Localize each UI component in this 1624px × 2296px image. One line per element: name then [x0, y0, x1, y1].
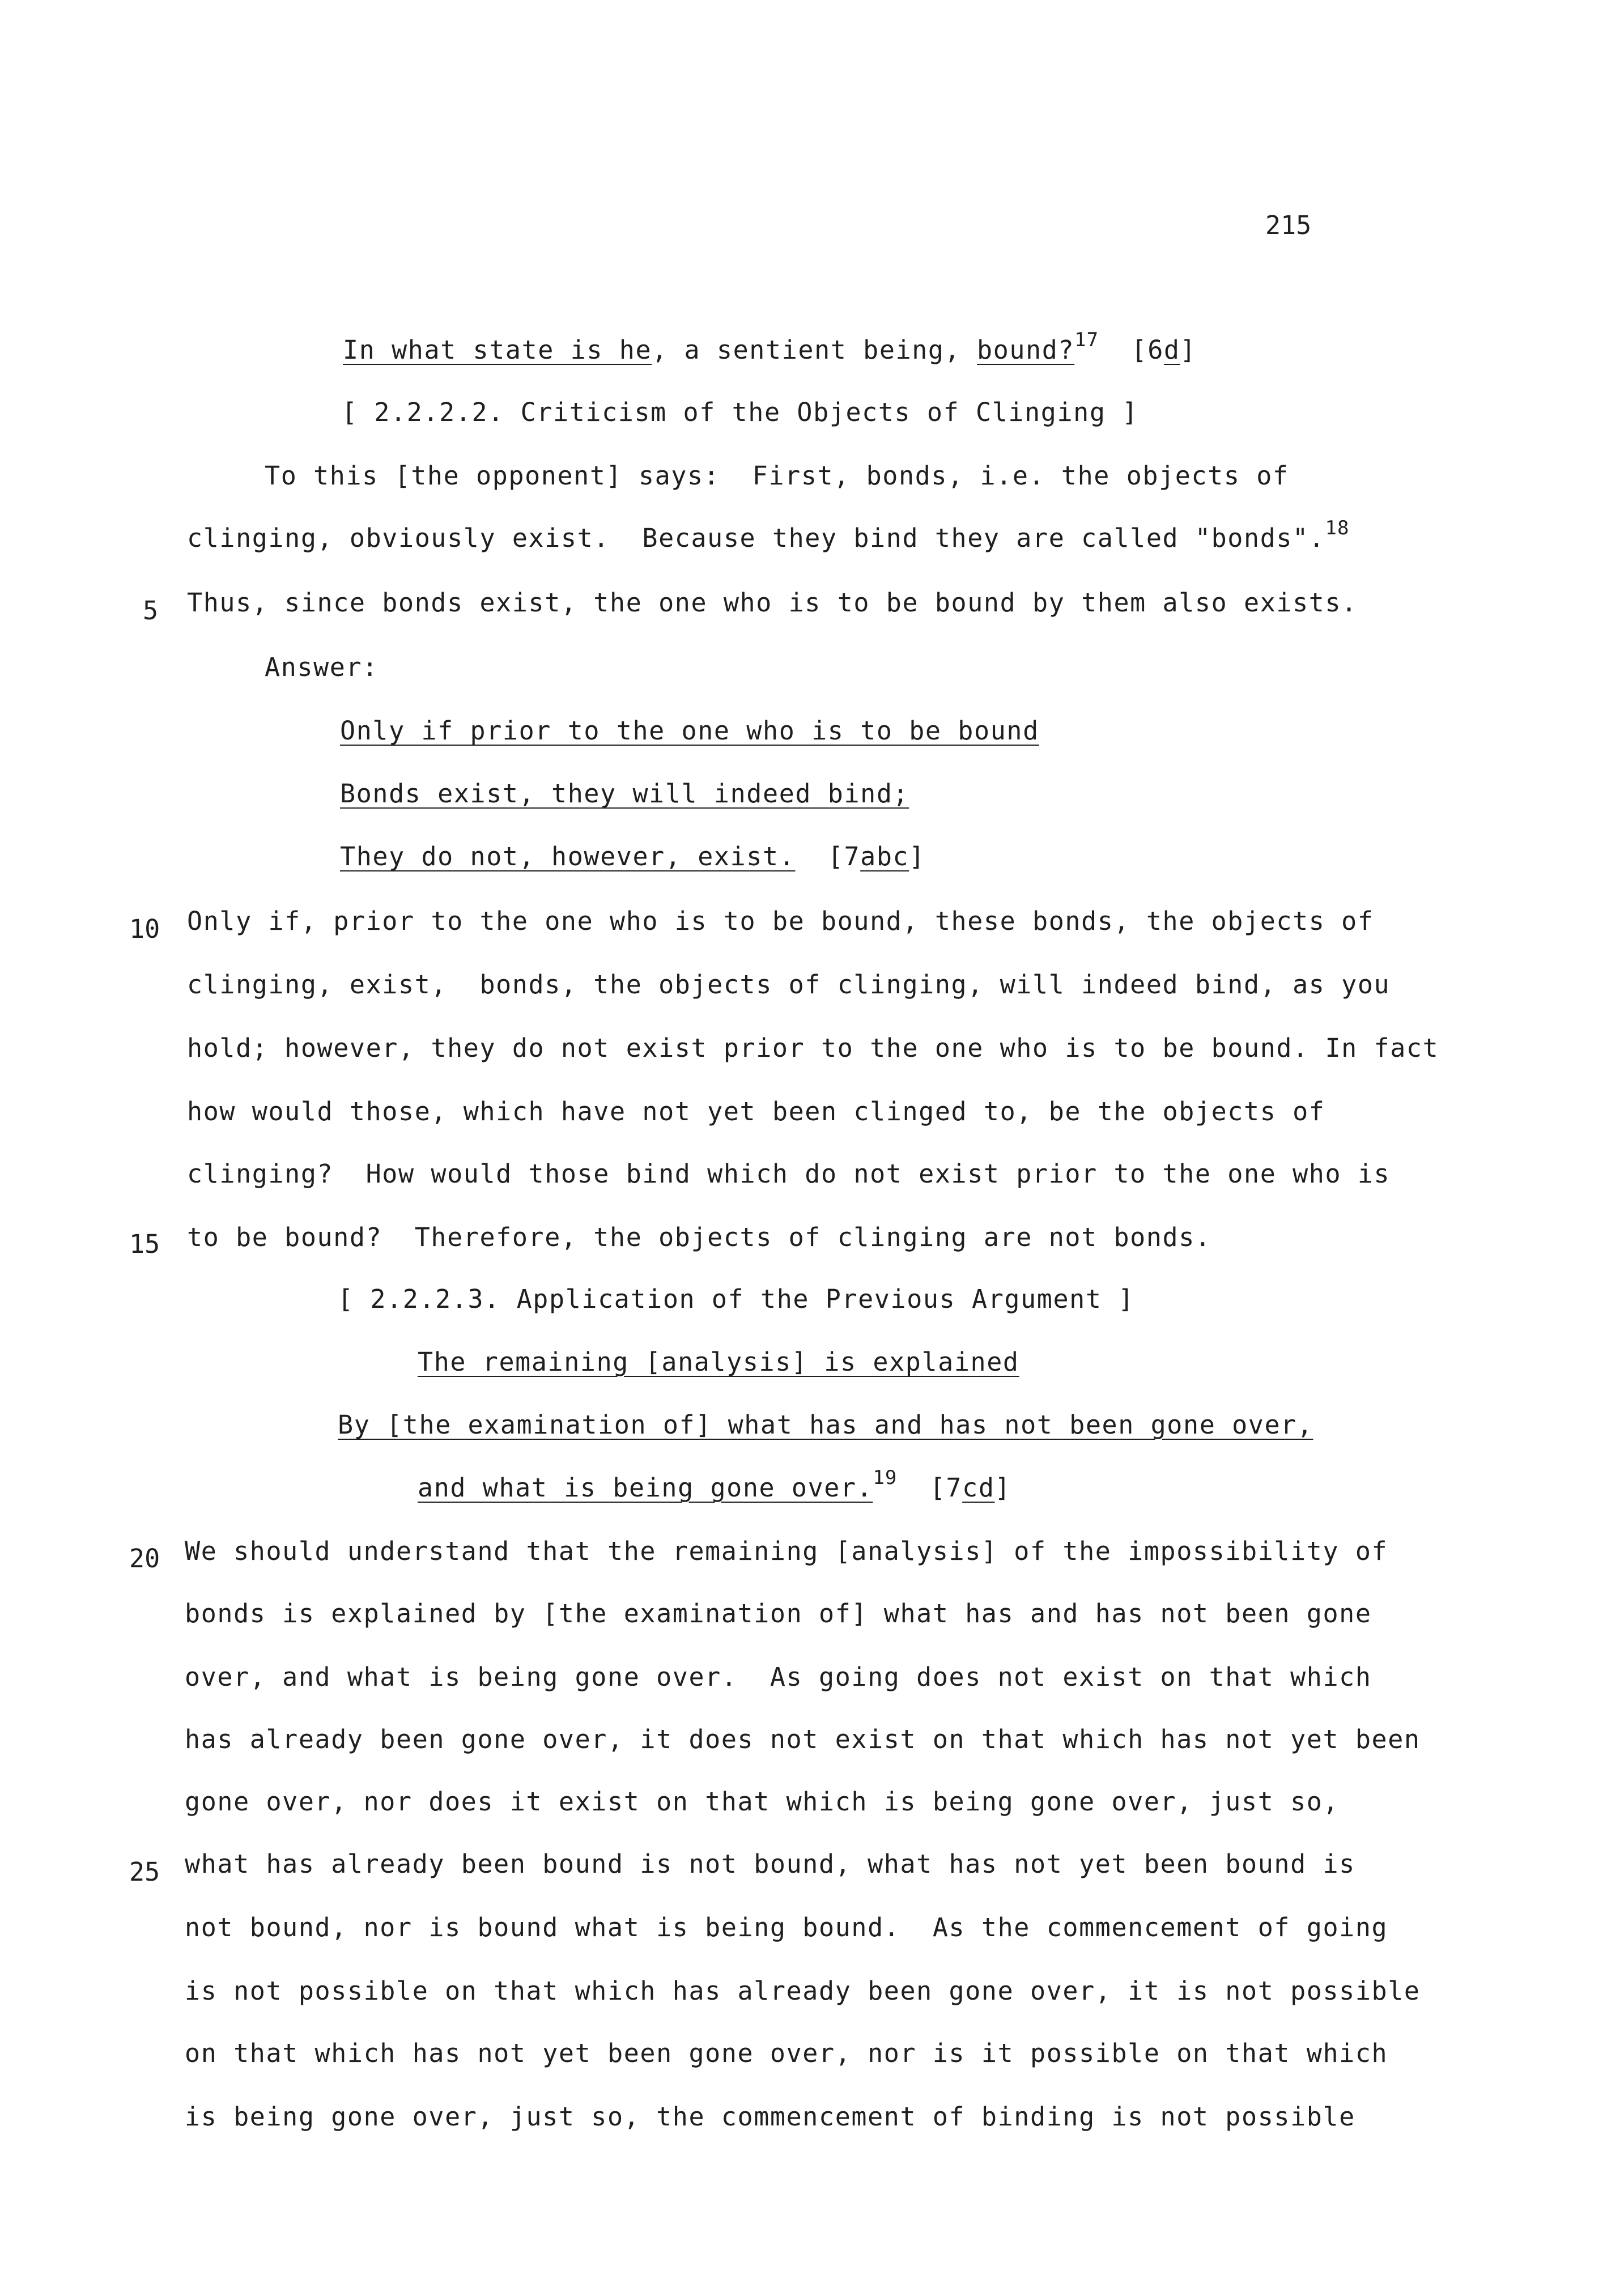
line-number: 5: [143, 596, 159, 626]
body-line: not bound, nor is bound what is being bound. As the commencement of going: [185, 1912, 1388, 1942]
body-line: We should understand that the remaining [analysis] of the impossibility of: [185, 1536, 1388, 1566]
body-line: clinging, exist, bonds, the objects of clinging, will indeed bind, as you: [187, 970, 1391, 1000]
verse-ref: d: [1163, 335, 1180, 365]
body-line: to be bound? Therefore, the objects of clinging are not bonds.: [187, 1222, 1211, 1252]
verse-line: Only if prior to the one who is to be bound: [340, 716, 1039, 746]
verse-ref: cd: [962, 1473, 995, 1503]
verse-text: They do not, however, exist.: [340, 841, 796, 871]
body-line: on that which has not yet been gone over, nor is it possible on that which: [185, 2038, 1388, 2068]
body-line: over, and what is being gone over. As going does not exist on that which: [185, 1662, 1372, 1692]
section-heading: [ 2.2.2.2. Criticism of the Objects of Clinging ]: [342, 397, 1138, 427]
verse-line: By [the examination of] what has and has not been gone over,: [338, 1410, 1313, 1440]
body-text: clinging, obviously exist. Because they bind they are called "bonds".: [187, 523, 1325, 553]
footnote-ref: 17: [1074, 329, 1099, 351]
verse-text: In what state is he: [343, 335, 652, 365]
body-line: is being gone over, just so, the commencement of binding is not possible: [185, 2102, 1355, 2132]
body-line: Only if, prior to the one who is to be bound, these bonds, the objects of: [187, 906, 1374, 936]
body-line: Thus, since bonds exist, the one who is to be bound by them also exists.: [187, 588, 1358, 618]
body-line: how would those, which have not yet been clinged to, be the objects of: [187, 1096, 1325, 1126]
footnote-ref: 19: [873, 1466, 898, 1489]
line-number: 15: [129, 1229, 160, 1259]
section-heading: [ 2.2.2.3. Application of the Previous Argument ]: [338, 1284, 1134, 1314]
body-line: is not possible on that which has already been gone over, it is not possible: [185, 1976, 1421, 2006]
line-number: 25: [129, 1857, 160, 1887]
verse-ref: ]: [909, 841, 925, 871]
verse-line: The remaining [analysis] is explained: [418, 1347, 1019, 1377]
body-line: what has already been bound is not bound, what has not yet been bound is: [185, 1849, 1355, 1879]
verse-ref: ]: [994, 1473, 1011, 1503]
verse-ref: [6: [1099, 335, 1164, 365]
body-line: clinging? How would those bind which do not exist prior to the one who is: [187, 1159, 1391, 1189]
body-line: Answer:: [265, 652, 379, 682]
verse-ref: [7: [795, 841, 861, 871]
line-number: 20: [129, 1544, 160, 1574]
footnote-ref: 18: [1325, 517, 1350, 539]
verse-text: bound?: [977, 335, 1075, 365]
body-line: [187, 517, 1350, 556]
verse-text: , a sentient being,: [652, 335, 977, 365]
body-line: gone over, nor does it exist on that which is being gone over, just so,: [185, 1787, 1340, 1817]
verse-ref: [7: [897, 1473, 963, 1503]
body-line: bonds is explained by [the examination of] what has and has not been gone: [185, 1598, 1372, 1629]
body-line: hold; however, they do not exist prior to the one who is to be bound. In fact: [187, 1033, 1439, 1063]
verse-ref: ]: [1180, 335, 1197, 365]
body-line: has already been gone over, it does not exist on that which has not yet been: [185, 1724, 1421, 1754]
verse-line: [340, 841, 925, 873]
verse-line: Bonds exist, they will indeed bind;: [340, 779, 909, 809]
verse-ref: abc: [860, 841, 909, 871]
page-number: 215: [1265, 210, 1312, 240]
line-number: 10: [129, 914, 160, 944]
verse-line: [343, 329, 1197, 368]
verse-line: [418, 1466, 1011, 1506]
body-line: To this [the opponent] says: First, bonds, i.e. the objects of: [265, 461, 1289, 491]
verse-text: and what is being gone over.: [418, 1473, 873, 1503]
